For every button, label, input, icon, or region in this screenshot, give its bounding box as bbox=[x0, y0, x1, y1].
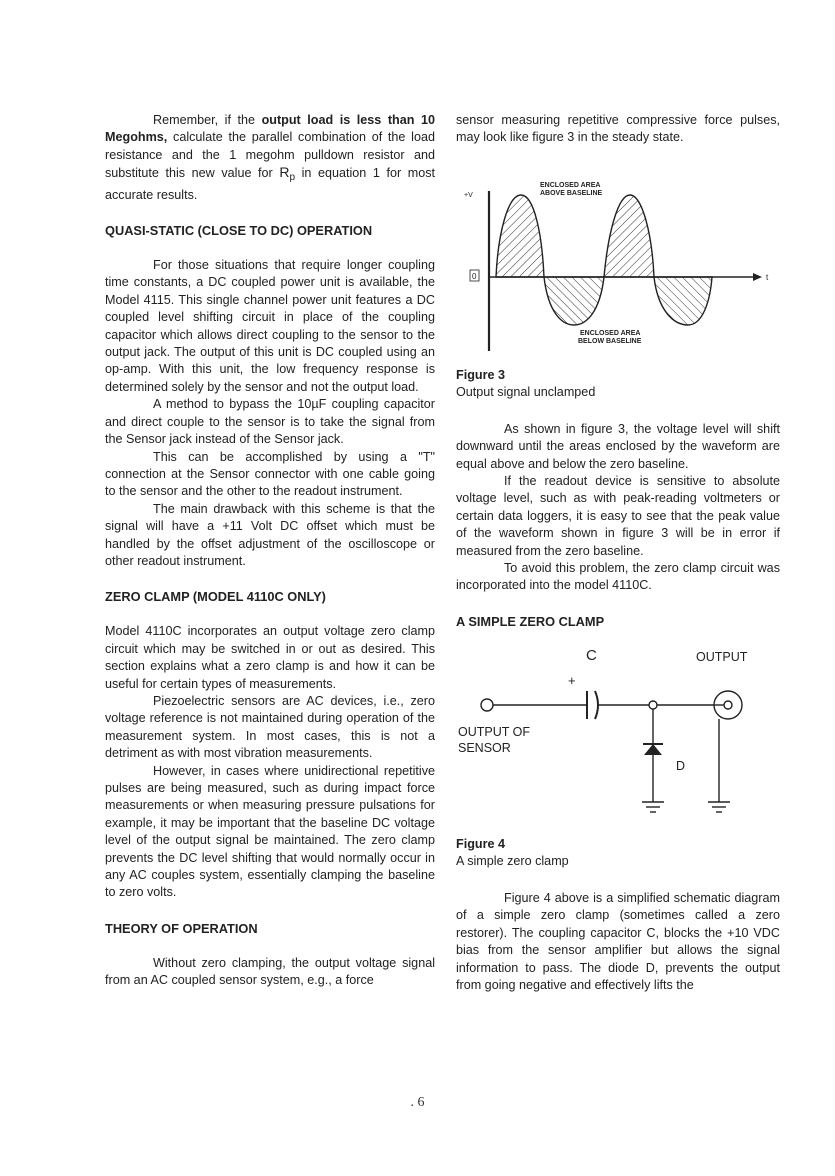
paragraph-quasi-4: The main drawback with this scheme is that the signal will have a +11 Volt DC offset which must be handled by the offset adjustment of the oscilloscope or other readout instrument. bbox=[105, 501, 435, 568]
paragraph-avoid: To avoid this problem, the zero clamp circuit was incorporated into the model 4110C. bbox=[456, 561, 780, 593]
left-column bbox=[105, 112, 435, 990]
figure-4-schematic bbox=[456, 634, 780, 834]
paragraph-quasi-3: This can be accomplished by using a "T" connection at the Sensor connector with one cable going to the sensor and the other to the readout instrument. bbox=[105, 449, 435, 499]
right-column bbox=[456, 112, 780, 994]
paragraph-quasi-2: A method to bypass the 10µF coupling capacitor and direct couple to the sensor is to take the signal from the Sensor jack instead of the Sensor jack. bbox=[105, 397, 435, 447]
heading-quasi-static: QUASI-STATIC (CLOSE TO DC) OPERATION bbox=[105, 223, 373, 239]
label-sensor: SENSOR bbox=[458, 740, 511, 755]
heading-zero-clamp: ZERO CLAMP (MODEL 4110C ONLY) bbox=[105, 589, 326, 605]
label-capacitor-c: C bbox=[586, 646, 597, 664]
fig3-label-below-2: BELOW BASELINE bbox=[578, 337, 642, 345]
junction-node bbox=[649, 701, 657, 709]
paragraph-output-load: Remember, if the output load is less than 10 Megohms, calculate the parallel combination of the load resistance and the 1 megohm pulldown resistor and substitute this new value for $R_p$ in equation 1 for most accurate results. bbox=[105, 113, 436, 202]
page-number: . 6 bbox=[410, 1095, 425, 1110]
fig3-label-above-2: ABOVE BASELINE bbox=[540, 189, 603, 197]
rp-symbol: R bbox=[279, 164, 290, 181]
paragraph-readout: If the readout device is sensitive to absolute voltage level, such as with peak-reading voltmeters or certain data loggers, it is easy to see that the peak value of the waveform shown in figure 3 will be in error if measured from the zero baseline. bbox=[456, 474, 780, 558]
fig3-baseline-arrow bbox=[753, 273, 762, 281]
fig3-area-below-2 bbox=[654, 277, 712, 325]
heading-theory: THEORY OF OPERATION bbox=[105, 920, 258, 936]
rp-subscript: p bbox=[289, 172, 295, 184]
bold-output-load: output load is less than 10 Megohms, bbox=[105, 113, 435, 145]
fig3-label-t: t bbox=[766, 272, 769, 282]
paragraph-intro: sensor measuring repetitive compressive force pulses, may look like figure 3 in the steady state. bbox=[456, 113, 780, 145]
fig3-area-above-1 bbox=[496, 195, 544, 277]
paragraph-zero-2: Piezoelectric sensors are AC devices, i.e., zero voltage reference is not maintained during operation of the measurement system. In most cases, this is not a detriment as with most vibration measurements. bbox=[105, 693, 435, 761]
paragraph-theory-1: Without zero clamping, the output voltage signal from an AC coupled sensor system, e.g., a force bbox=[105, 955, 435, 988]
figure-3-caption: Output signal unclamped bbox=[456, 384, 596, 399]
paragraph-fig4-description: Figure 4 above is a simplified schematic diagram of a simple zero clamp (sometimes called a zero restorer). The coupling capacitor C, blocks the +10 VDC bias from the sensor amplifier but allows the signal information to pass. The diode D, prevents the output from going negative and effectively lifts the bbox=[456, 890, 780, 992]
diode-d-symbol bbox=[644, 744, 662, 755]
label-output: OUTPUT bbox=[696, 649, 748, 664]
fig3-label-below-1: ENCLOSED AREA bbox=[580, 329, 641, 337]
fig3-area-above-2 bbox=[604, 195, 654, 277]
fig3-label-v: +V bbox=[464, 191, 473, 199]
fig3-label-above-1: ENCLOSED AREA bbox=[540, 181, 601, 189]
figure-3-waveform bbox=[456, 153, 780, 363]
figure-4-title: Figure 4 bbox=[456, 836, 505, 851]
capacitor-plate-negative bbox=[595, 691, 598, 719]
paragraph-shift: As shown in figure 3, the voltage level will shift downward until the areas enclosed by the waveform are equal above and below the zero baseline. bbox=[456, 421, 780, 471]
sensor-terminal bbox=[481, 699, 493, 711]
label-capacitor-plus: + bbox=[568, 672, 576, 688]
figure-3-title: Figure 3 bbox=[456, 367, 505, 382]
figure-4-caption: A simple zero clamp bbox=[456, 853, 569, 868]
label-diode-d: D bbox=[676, 758, 686, 773]
output-connector-pin bbox=[724, 701, 732, 709]
paragraph-zero-1: Model 4110C incorporates an output voltage zero clamp circuit which may be switched in or out as desired. This section explains what a zero clamp is and how it can be useful for certain types of measurements. bbox=[105, 624, 435, 691]
heading-simple-zero-clamp: A SIMPLE ZERO CLAMP bbox=[456, 613, 605, 629]
fig3-area-below-1 bbox=[544, 277, 604, 325]
fig3-label-zero: 0 bbox=[472, 271, 477, 281]
paragraph-quasi-1: For those situations that require longer coupling time constants, a DC coupled power unit is available, the Model 4115. This single channel power unit features a DC coupled level shifting circuit in place of the coupling capacitor which allows direct coupling to the sensor to the output jack. The output of this unit is DC coupled using an op-amp. With this unit, the low frequency response is determined solely by the sensor and not the output load. bbox=[105, 258, 435, 394]
label-output-of: OUTPUT OF bbox=[458, 724, 530, 739]
paragraph-zero-3: However, in cases where unidirectional repetitive pulses are being measured, such as during impact force measurements or when measuring pressure pulsations for example, it may be important that the baseline DC voltage level of the output signal be maintained. The zero clamp prevents the DC level shifting that would normally occur in any AC couples system, essentially clamping the baseline to zero volts. bbox=[105, 763, 435, 900]
